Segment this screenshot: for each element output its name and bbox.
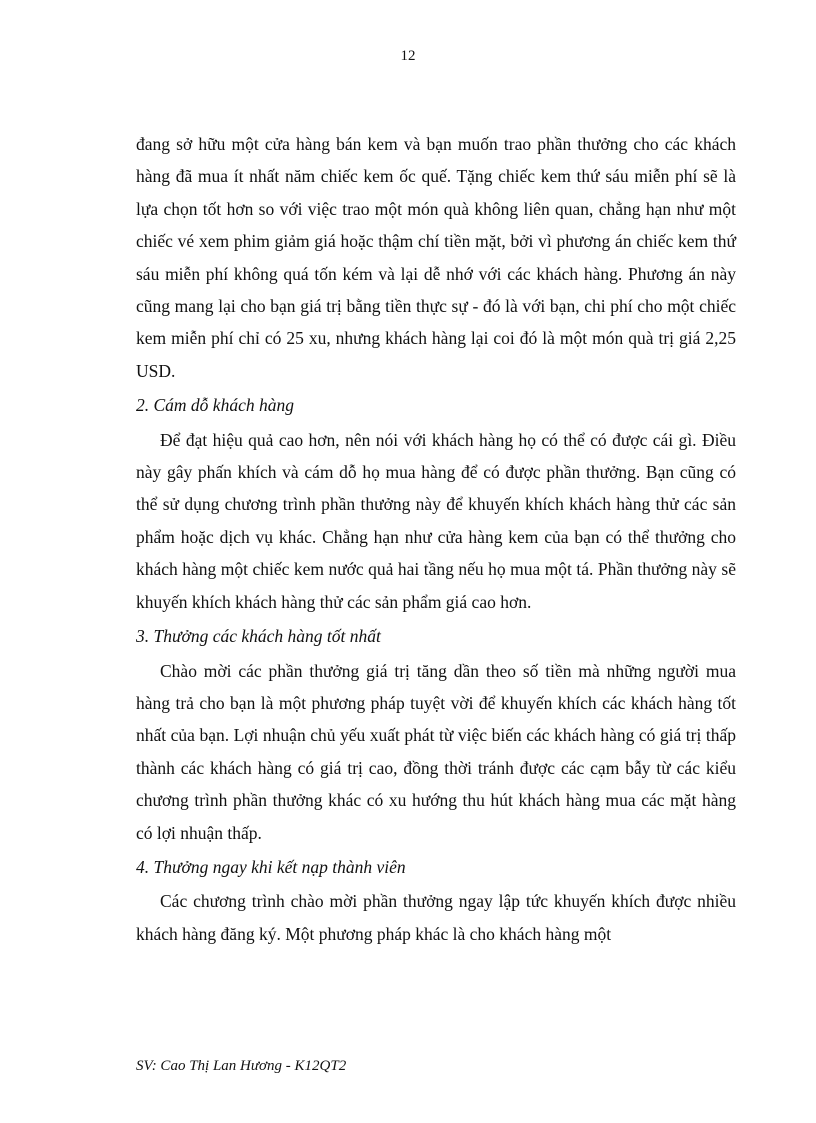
section-heading-instant-membership-reward: 4. Thưởng ngay khi kết nạp thành viên (136, 856, 406, 877)
paragraph-tempt-customers: Để đạt hiệu quả cao hơn, nên nói với khách hàng họ có thể có được cái gì. Điều này gây phấn khích và cám dỗ họ mua hàng để có được phần thưởng. Bạn cũng có thể sử dụng chương trình phần thưởng này để khuyến khích khách hàng thử các sản phẩm hoặc dịch vụ khác. Chẳng hạn như cửa hàng kem của bạn có thể thưởng cho khách hàng một chiếc kem nước quả hai tầng nếu họ mua một tá. Phần thưởng này sẽ khuyến khích khách hàng thử các sản phẩm giá cao hơn. (136, 429, 736, 612)
section-heading-reward-best-customers: 3. Thưởng các khách hàng tốt nhất (136, 626, 381, 647)
paragraph-instant-membership-reward: Các chương trình chào mời phần thưởng ngay lập tức khuyến khích được nhiều khách hàng đăng ký. Một phương pháp khác là cho khách hàng một (136, 891, 736, 944)
body-text (136, 128, 736, 950)
page-footer: SV: Cao Thị Lan Hương - K12QT2 (136, 1058, 347, 1074)
paragraph-ice-cream-reward: đang sở hữu một cửa hàng bán kem và bạn muốn trao phần thưởng cho các khách hàng đã mua ít nhất năm chiếc kem ốc quế. Tặng chiếc kem thứ sáu miễn phí sẽ là lựa chọn tốt hơn so với việc trao một món quà không liên quan, chẳng hạn như một chiếc vé xem phim giảm giá hoặc thậm chí tiền mặt, bởi vì phương án chiếc kem thứ sáu miễn phí không quá tốn kém và lại dễ nhớ với các khách hàng. Phương án này cũng mang lại cho bạn giá trị bằng tiền thực sự - đó là với bạn, chi phí cho một chiếc kem miễn phí chỉ có 25 xu, nhưng khách hàng lại coi đó là một món quà trị giá 2,25 USD. (136, 134, 736, 381)
section-heading-tempt-customers: 2. Cám dỗ khách hàng (136, 395, 294, 416)
paragraph-reward-best-customers: Chào mời các phần thưởng giá trị tăng dần theo số tiền mà những người mua hàng trả cho bạn là một phương pháp tuyệt vời để khuyến khích các khách hàng tốt nhất của bạn. Lợi nhuận chủ yếu xuất phát từ việc biến các khách hàng có giá trị thấp thành các khách hàng có giá trị cao, đồng thời tránh được các cạm bẫy từ các kiểu chương trình phần thưởng khác có xu hướng thu hút khách hàng mua các mặt hàng có lợi nhuận thấp. (136, 660, 736, 843)
page-number: 12 (400, 48, 416, 64)
